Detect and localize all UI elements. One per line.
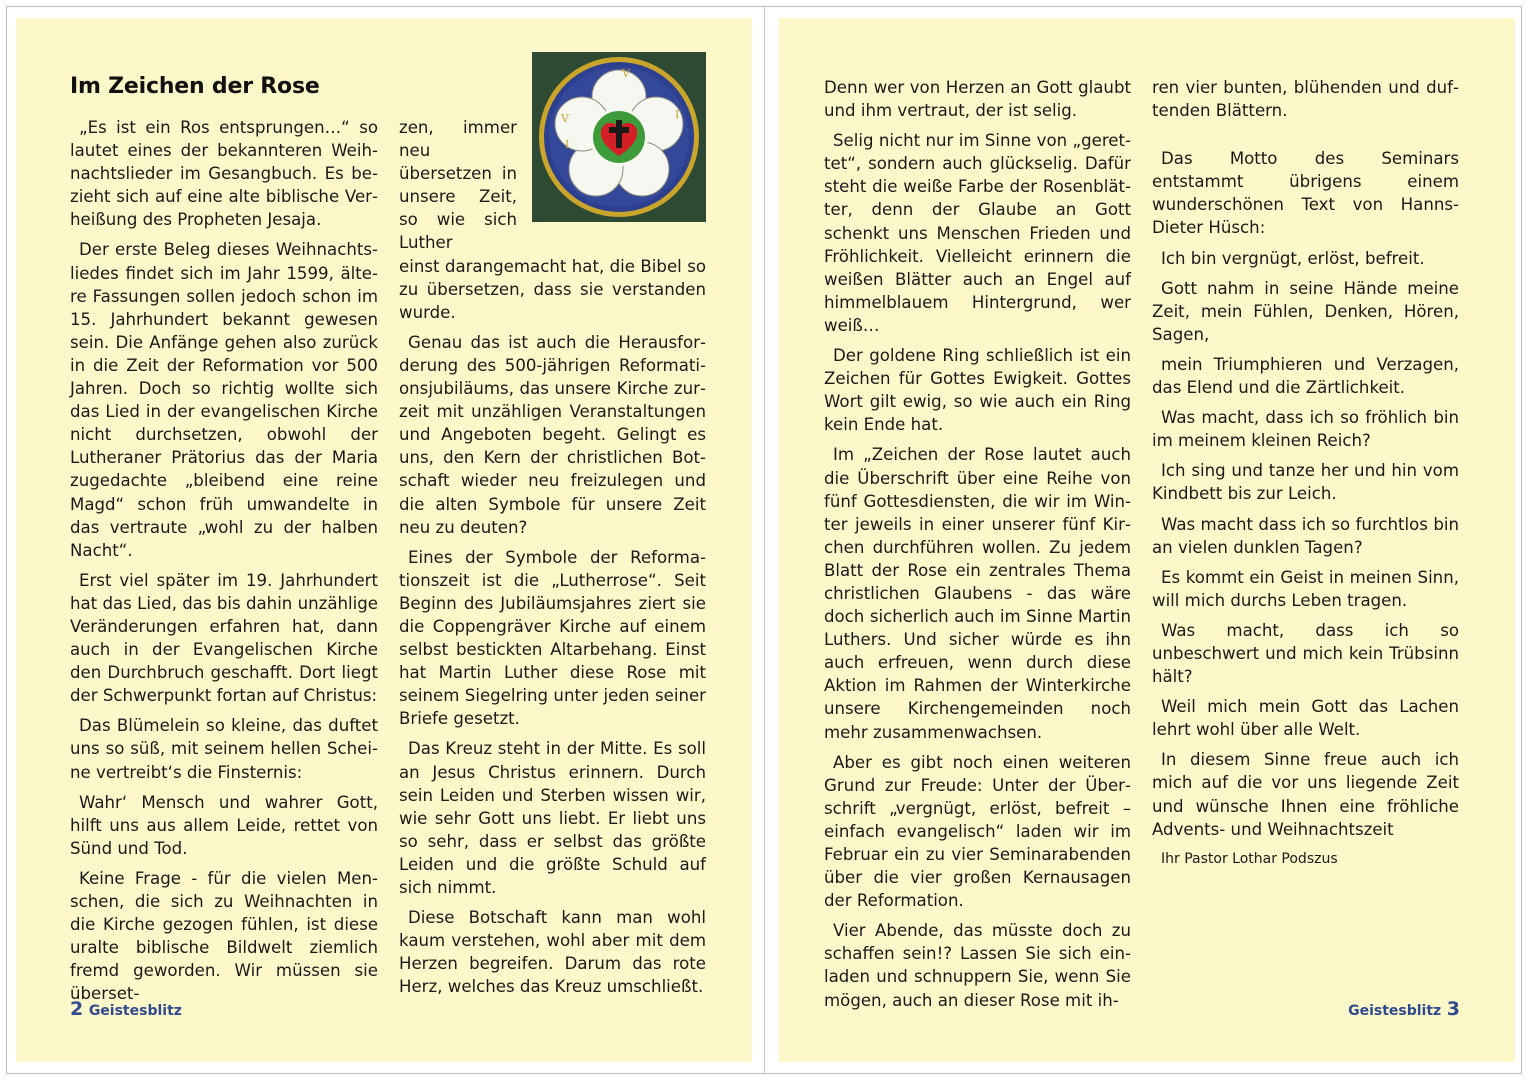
paragraph: In diesem Sinne freue auch ich mich auf die vor uns liegende Zeit und wünsche Ihnen eine fröhliche Advents- und Weihnachtszeit (1152, 750, 1459, 839)
paragraph: neu übersetzen in unsere Zeit, so wie sich Luther (399, 141, 517, 253)
publication-name: Geistesblitz (88, 1003, 182, 1019)
luther-rose-icon (532, 52, 706, 222)
paragraph: Denn wer von Herzen an Gott glaubt und ihm vertraut, der ist selig. (824, 78, 1131, 121)
paragraph: einst darangemacht hat, die Bibel so zu übersetzen, dass sie verstanden wurde. (399, 256, 706, 322)
poem-line: Gott nahm in seine Hände meine Zeit, mein Fühlen, Denken, Hören, Sagen, (1152, 278, 1459, 344)
paragraph: Erst viel später im 19. Jahrhundert hat das Lied, das bis dahin unzählige Veränderungen erfahren hat, dann auch in der Evangelischen Kirche den Durchbruch geschafft. Dort liegt der Schwerpunkt fortan auf Christus: (70, 570, 378, 706)
page-folio-right (1348, 998, 1460, 1020)
poem-line: Ich sing und tanze her und hin vom Kindbett bis zur Leich. (1152, 461, 1459, 504)
poem-line: Weil mich mein Gott das Lachen lehrt wohl über alle Welt. (1152, 697, 1459, 740)
article-title: Im Zeichen der Rose (70, 74, 320, 99)
paragraph: Eines der Symbole der Reformationszeit ist die „Lutherrose“. Seit Beginn des Jubiläumsjahres ziert sie die Coppengräver Kirche auf einem selbst bestickten Altarbehang. Einst hat Martin Luther diese Rose mit seinem Siegelring unter jeden seiner Briefe gesetzt. (399, 547, 706, 729)
paragraph: „Es ist ein Ros entsprungen…“ so lautet eines der bekannteren Weihnachtslieder im Gesangbuch. Es bezieht sich auf eine alte biblische Verheißung des Propheten Jesaja. (70, 118, 378, 230)
paragraph: Das Motto des Seminars entstammt übrigens einem wunderschönen Text von Hanns-Dieter Hüsch: (1152, 149, 1459, 238)
paragraph: Das Kreuz steht in der Mitte. Es soll an Jesus Christus erinnern. Durch sein Leiden und Sterben wissen wir, wie sehr Gott uns liebt. Er liebt uns so sehr, dass er selbst das größte Leiden und die größte Schuld auf sich nimmt. (399, 739, 706, 897)
right-column-2 (1152, 76, 1459, 878)
page-number: 3 (1446, 998, 1460, 1020)
paragraph: Vier Abende, das müsste doch zu schaffen sein!? Lassen Sie sich einladen und schnuppern Sie, wenn Sie mögen, auch an dieser Rose mit ih- (824, 921, 1131, 1010)
paragraph: Diese Botschaft kann man wohl kaum verstehen, wohl aber mit dem Herzen begreifen. Darum das rote Herz, welches das Kreuz umschließt. (399, 908, 706, 997)
poem-line: Was macht, dass ich so unbeschwert und mich kein Trübsinn hält? (1152, 620, 1459, 687)
paragraph (399, 116, 517, 139)
paragraph: Keine Frage - für die vielen Menschen, die sich zu Weihnachten in die Kirche gezogen fühlen, ist diese uralte biblische Bildwelt ziemlich fremd geworden. Wir müssen sie überset- (70, 868, 378, 1004)
spacer (1152, 129, 1459, 147)
poem-line: Was macht dass ich so furchtlos bin an vielen dunklen Tagen? (1152, 514, 1459, 557)
rose-letter: I (565, 138, 570, 151)
word: zen, (399, 118, 434, 137)
page-folio-left (70, 998, 182, 1020)
paragraph: Wahr‘ Mensch und wahrer Gott, hilft uns aus allem Leide, rettet von Sünd und Tod. (70, 792, 378, 858)
publication-name: Geistesblitz (1348, 1003, 1442, 1019)
paragraph: Genau das ist auch die Herausforderung des 500-jährigen Reformationsjubiläums, das unsere Kirche zurzeit mit unzähligen Veranstaltungen und Angeboten begeht. Gelingt es uns, den Kern der christlichen Botschaft wieder neu freizulegen und die alten Symbole für unsere Zeit neu zu deuten? (399, 332, 706, 537)
paragraph: Der erste Beleg dieses Weihnachtsliedes findet sich im Jahr 1599, ältere Fassungen sollen jedoch schon im 15. Jahrhundert bekannt gewesen sein. Die Anfänge gehen also zurück in die Zeit der Reformation vor 500 Jahren. Doch so richtig wollte sich das Lied in der evangelischen Kirche nicht durchsetzen, obwohl der Lutheraner Prätorius das der Maria zugedachte „bleibend eine reine Magd“ schon früh umwandelte in das vertraute „wohl zu der halben Nacht“. (70, 240, 378, 560)
right-column-1 (824, 76, 1131, 1019)
rose-letter: V (561, 112, 569, 125)
rose-letter: I (675, 108, 680, 121)
text-wrap-block (399, 116, 517, 255)
poem-line: Ich bin vergnügt, erlöst, befreit. (1161, 248, 1425, 268)
spread-divider (764, 6, 765, 1074)
page-number: 2 (70, 998, 84, 1020)
poem-line: Was macht, dass ich so fröhlich bin im meinem kleinen Reich? (1152, 408, 1459, 451)
left-column-2 (399, 116, 706, 1005)
rose-letter: V (622, 67, 630, 80)
paragraph: ren vier bunten, blühenden und duftenden Blättern. (1152, 78, 1459, 121)
paragraph: Das Blümelein so kleine, das duftet uns so süß, mit seinem hellen Scheine vertreibt‘s die Finsternis: (70, 716, 378, 782)
paragraph: Selig nicht nur im Sinne von „gerettet“, sondern auch glückselig. Dafür steht die weiße Farbe der Rosenblätter, denn der Glaube an Gott schenkt uns Menschen Frieden und Fröhlichkeit. Vielleicht erinnern die weißen Blätter auch an Engel auf himmelblauem Hintergrund, wer weiß… (824, 131, 1131, 335)
paragraph: Der goldene Ring schließlich ist ein Zeichen für Gottes Ewigkeit. Gottes Wort gilt ewig, so wie auch ein Ring kein Ende hat. (824, 346, 1131, 435)
signature: Ihr Pastor Lothar Podszus (1161, 850, 1338, 867)
poem-line: Es kommt ein Geist in meinen Sinn, will mich durchs Leben tragen. (1152, 567, 1459, 610)
left-column-1 (70, 116, 378, 1012)
paragraph: Im „Zeichen der Rose lautet auch die Überschrift über eine Reihe von fünf Gottesdiensten, die wir im Winter jeweils in einer unserer fünf Kirchen durchführen wollen. Zu jedem Blatt der Rose ein zentrales Thema christlichen Glaubens - das wäre doch sicherlich auch im Sinne Martin Luthers. Und sicher würde es ihn auch erfreuen, wenn durch diese Aktion im Rahmen der Winterkirche unsere Kirchengemeinden noch mehr zusammenwachsen. (824, 445, 1131, 742)
poem-line: mein Triumphieren und Verzagen, das Elend und die Zärtlichkeit. (1152, 354, 1459, 398)
paragraph: Aber es gibt noch einen weiteren Grund zur Freude: Unter der Überschrift „vergnügt, erlöst, befreit – einfach evangelisch“ laden wir im Februar ein zu vier Seminarabenden über die vier großen Kernausagen der Reformation. (824, 752, 1131, 911)
word: immer (463, 118, 517, 137)
